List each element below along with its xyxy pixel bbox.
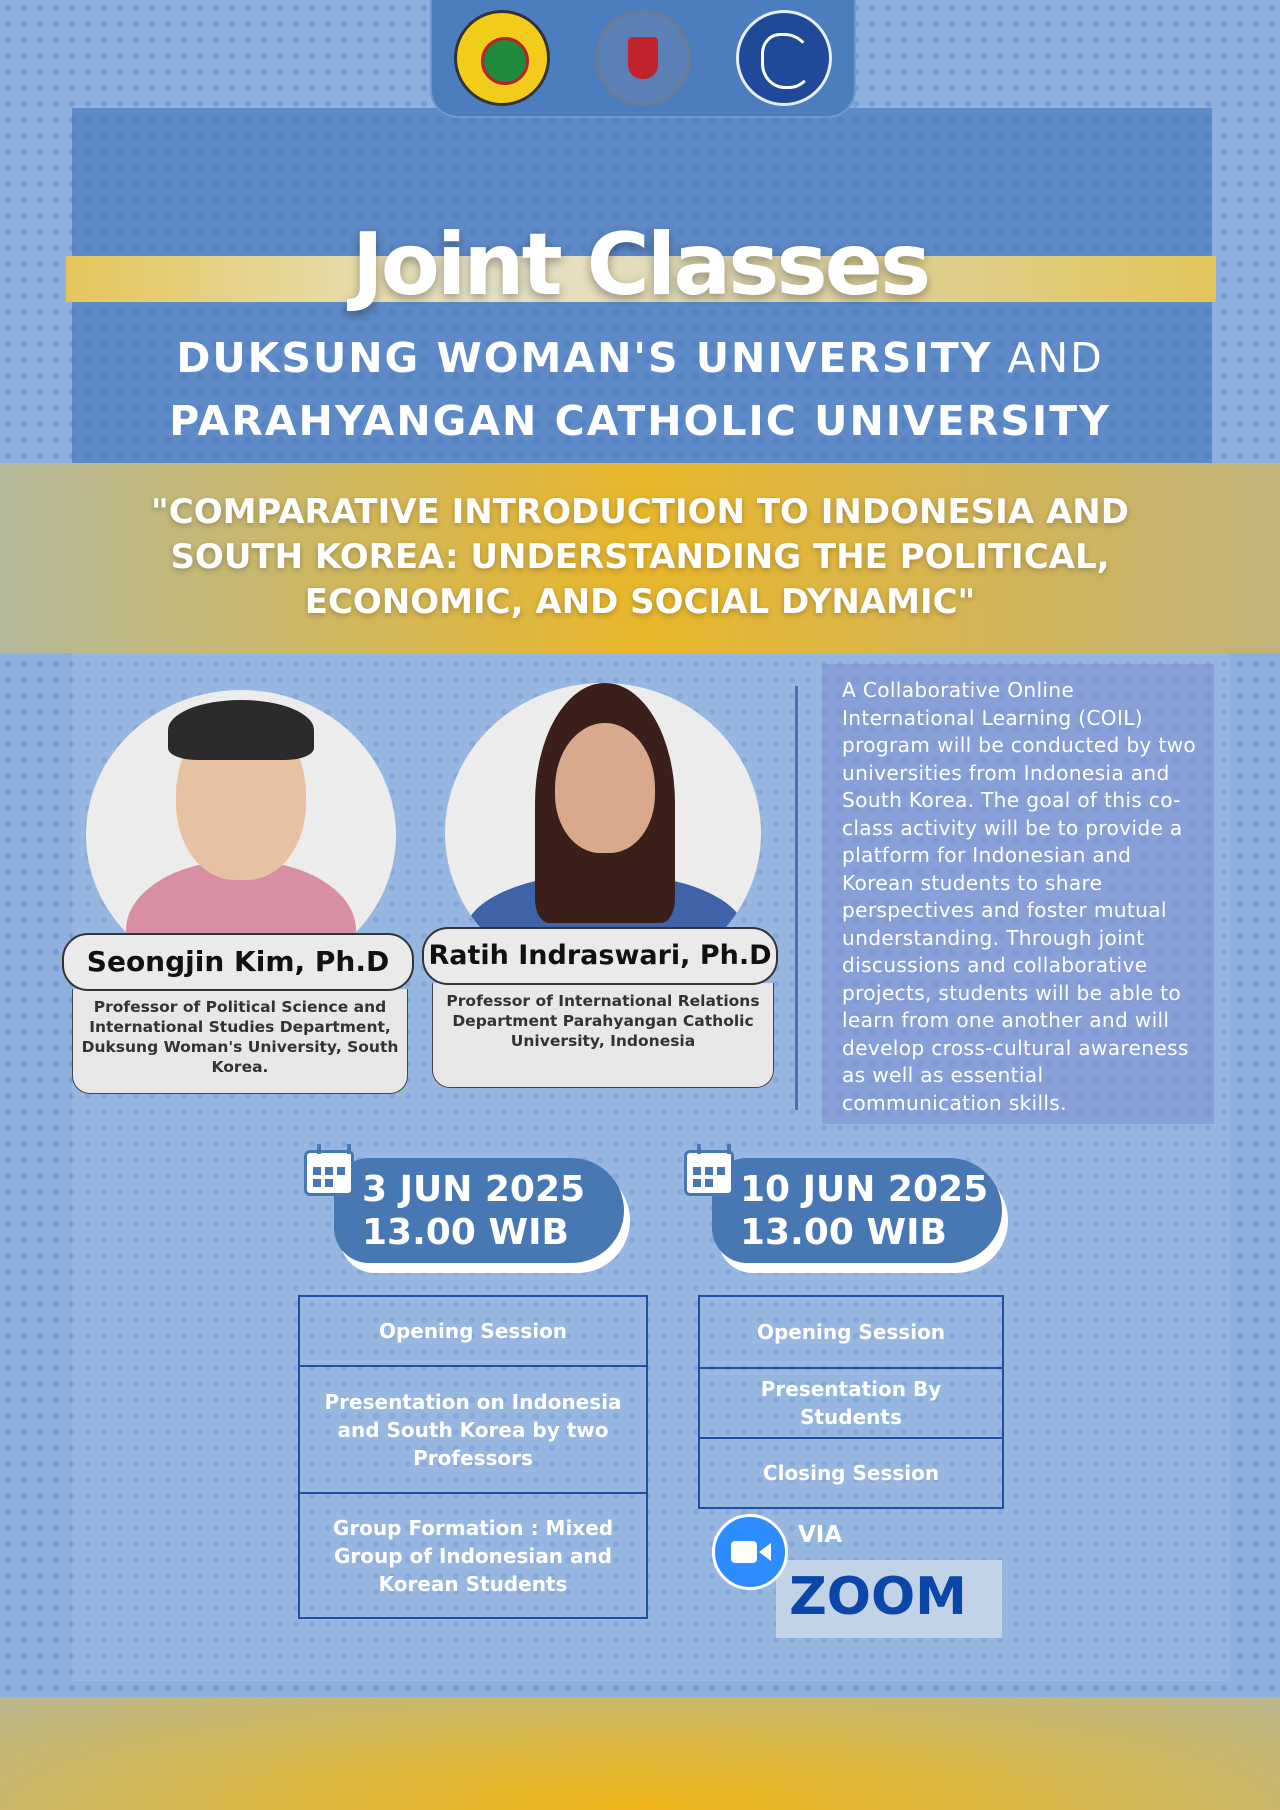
session-date: 10 JUN 2025 [740, 1169, 989, 1210]
calendar-icon [304, 1150, 354, 1196]
session-time: 13.00 WIB [362, 1212, 569, 1253]
speaker-description: Professor of Political Science and International Studies Department, Duksung Woman's University, South Korea. [72, 989, 408, 1094]
coil-description: A Collaborative Online International Learning (COIL) program will be conducted by two universities from Indonesia and South Korea. The goal of this co-class activity will be to provide a platform for Indonesian and Korean students to share perspectives and foster mutual understanding. Through joint discussions and collaborative projects, students will be able to learn from one another and will develop cross-cultural awareness as well as essential communication skills. [842, 678, 1197, 1115]
speaker-name: Ratih Indraswari, Ph.D [422, 927, 778, 985]
page-title: Joint Classes [351, 215, 929, 315]
agenda-item: Group Formation : Mixed Group of Indonesian and Korean Students [332, 1515, 614, 1596]
speaker-name: Seongjin Kim, Ph.D [62, 933, 414, 991]
sogang-university-logo [595, 10, 691, 106]
via-label: VIA [798, 1522, 843, 1548]
agenda-item: Presentation on Indonesia and South Korea by two Professors [300, 1367, 646, 1494]
agenda-table-session-2 [698, 1295, 1004, 1509]
speaker-description: Professor of International Relations Department Parahyangan Catholic University, Indonesia [432, 983, 774, 1088]
agenda-item: Closing Session [762, 1461, 940, 1485]
session-date-badge [712, 1158, 1002, 1263]
session-time: 13.00 WIB [740, 1212, 947, 1253]
divider [795, 686, 798, 1110]
unpar-logo [454, 10, 550, 106]
university-line-2: PARAHYANGAN CATHOLIC UNIVERSITY [169, 397, 1111, 445]
and-word: AND [992, 334, 1104, 382]
agenda-item: Opening Session [700, 1297, 1002, 1369]
topic-title: "COMPARATIVE INTRODUCTION TO INDONESIA AND SOUTH KOREA: UNDERSTANDING THE POLITICAL, ECONOMIC, AND SOCIAL DYNAMIC" [151, 492, 1129, 622]
session-date: 3 JUN 2025 [362, 1169, 586, 1210]
university-name-duksung: DUKSUNG WOMAN'S UNIVERSITY [176, 334, 993, 382]
logo-bar [430, 0, 856, 118]
agenda-item: Opening Session [300, 1297, 646, 1367]
footer-band [0, 1697, 1280, 1810]
calendar-icon [684, 1150, 734, 1196]
university-line-1 [0, 334, 1280, 382]
zoom-label: ZOOM [789, 1567, 967, 1627]
agenda-table-session-1 [298, 1295, 648, 1619]
session-date-badge [334, 1158, 624, 1263]
international-studies-center-logo [736, 10, 832, 106]
agenda-item: Presentation By Students [700, 1369, 1002, 1439]
